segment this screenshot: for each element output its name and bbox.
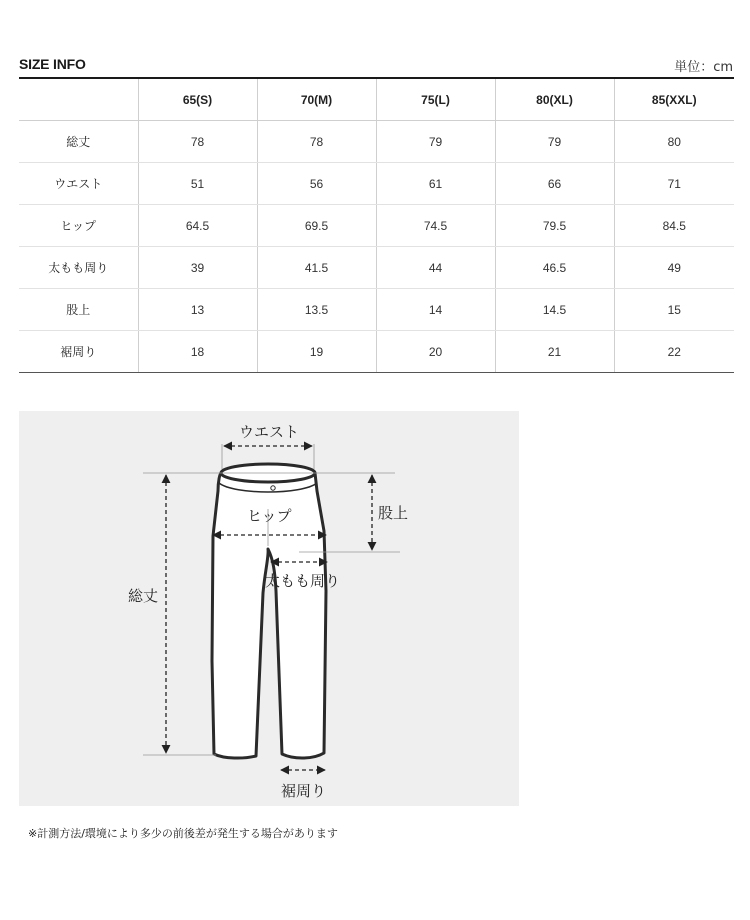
table-cell: 39	[138, 247, 257, 289]
table-cell: 44	[376, 247, 495, 289]
table-row	[19, 247, 734, 289]
table-cell: 79.5	[495, 205, 614, 247]
table-header-row	[19, 78, 734, 121]
table-cell: 13	[138, 289, 257, 331]
table-cell: 78	[257, 121, 376, 163]
pants-measurement-diagram	[19, 411, 519, 806]
pants-illustration	[19, 411, 519, 806]
table-cell: 74.5	[376, 205, 495, 247]
table-cell: 15	[614, 289, 734, 331]
row-label: 裾周り	[19, 331, 138, 373]
table-cell: 71	[614, 163, 734, 205]
thigh-label: 太もも周り	[265, 572, 341, 590]
table-row	[19, 331, 734, 373]
table-cell: 61	[376, 163, 495, 205]
table-row	[19, 163, 734, 205]
hem-label: 裾周り	[281, 782, 327, 800]
size-info-header	[19, 56, 733, 76]
hip-label: ヒップ	[247, 507, 292, 525]
row-label: 太もも周り	[19, 247, 138, 289]
table-cell: 51	[138, 163, 257, 205]
table-cell: 22	[614, 331, 734, 373]
table-cell: 56	[257, 163, 376, 205]
column-header	[19, 78, 138, 121]
measurement-note: ※計測方法/環境により多少の前後差が発生する場合があります	[28, 827, 338, 840]
column-header: 75(L)	[376, 78, 495, 121]
length-label: 総丈	[128, 587, 159, 605]
table-cell: 19	[257, 331, 376, 373]
column-header: 85(XXL)	[614, 78, 734, 121]
table-cell: 64.5	[138, 205, 257, 247]
waist-label: ウエスト	[239, 423, 300, 441]
rise-label: 股上	[378, 504, 409, 522]
table-cell: 78	[138, 121, 257, 163]
row-label: 股上	[19, 289, 138, 331]
table-row	[19, 205, 734, 247]
table-cell: 69.5	[257, 205, 376, 247]
table-cell: 79	[495, 121, 614, 163]
table-cell: 41.5	[257, 247, 376, 289]
table-cell: 14	[376, 289, 495, 331]
table-row	[19, 289, 734, 331]
table-cell: 49	[614, 247, 734, 289]
size-table	[19, 77, 734, 373]
table-cell: 20	[376, 331, 495, 373]
table-cell: 21	[495, 331, 614, 373]
table-cell: 14.5	[495, 289, 614, 331]
column-header: 80(XL)	[495, 78, 614, 121]
table-row	[19, 121, 734, 163]
table-cell: 18	[138, 331, 257, 373]
table-cell: 46.5	[495, 247, 614, 289]
row-label: 総丈	[19, 121, 138, 163]
table-cell: 66	[495, 163, 614, 205]
column-header: 65(S)	[138, 78, 257, 121]
table-cell: 79	[376, 121, 495, 163]
table-cell: 84.5	[614, 205, 734, 247]
table-cell: 80	[614, 121, 734, 163]
row-label: ヒップ	[19, 205, 138, 247]
column-header: 70(M)	[257, 78, 376, 121]
unit-label: 単位：cm	[674, 60, 733, 75]
section-title: SIZE INFO	[19, 56, 86, 72]
row-label: ウエスト	[19, 163, 138, 205]
table-cell: 13.5	[257, 289, 376, 331]
